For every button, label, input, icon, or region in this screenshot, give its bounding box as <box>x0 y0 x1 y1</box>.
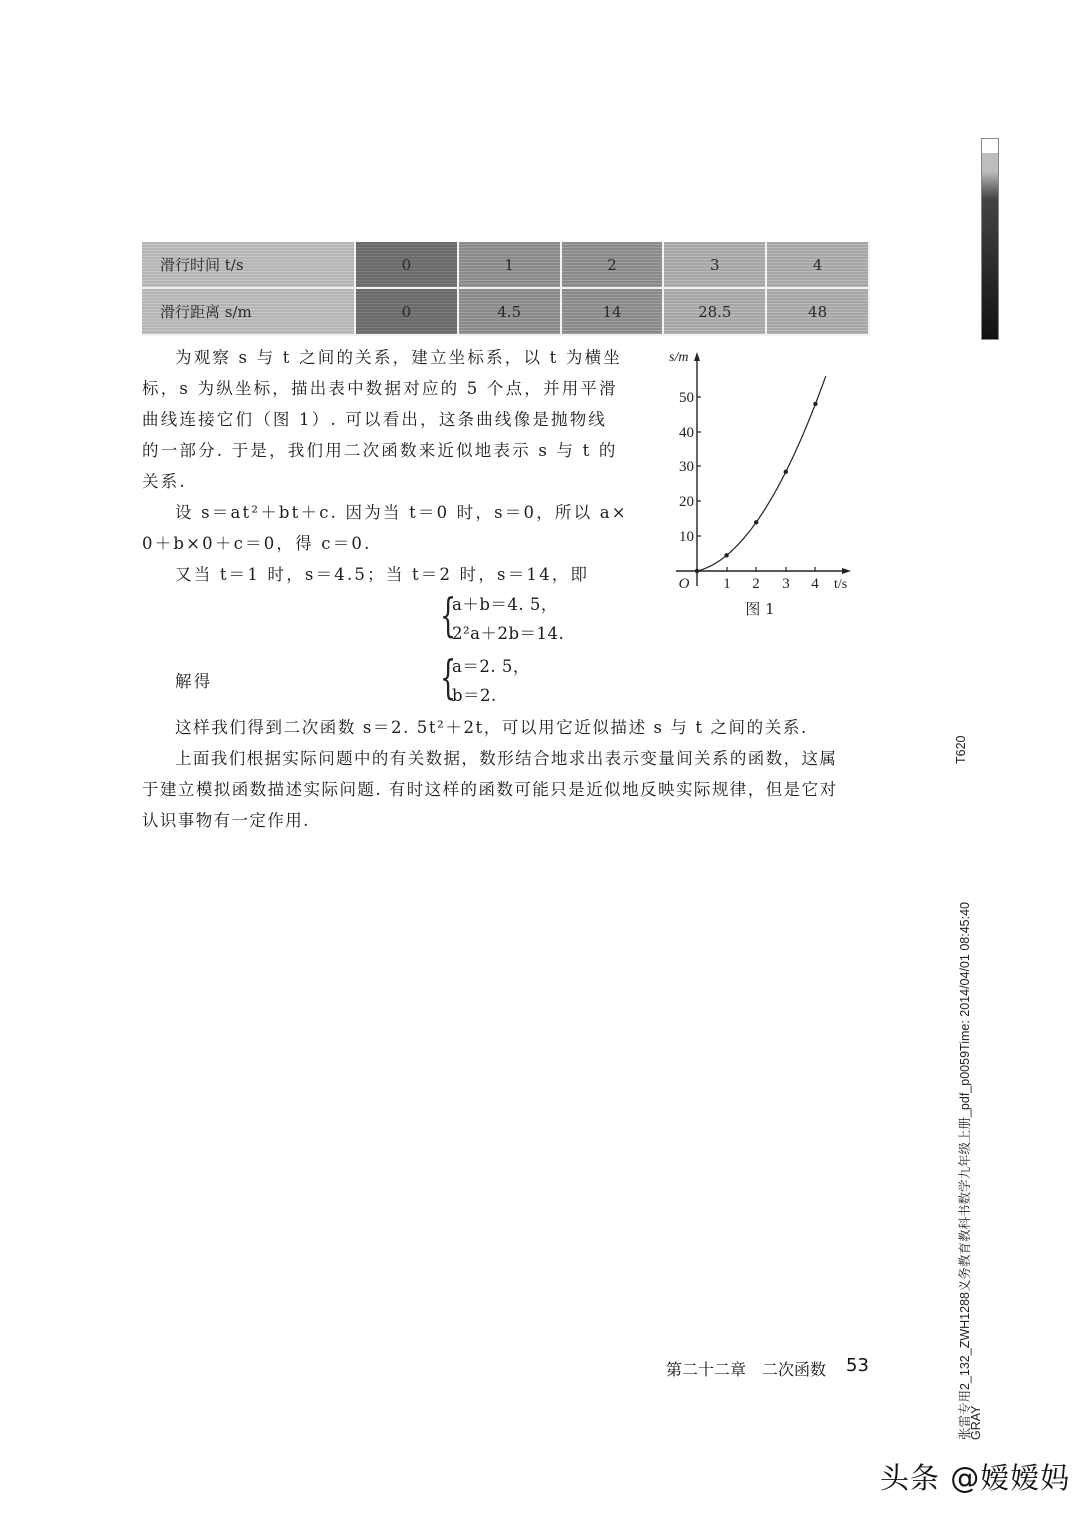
cell-time-1: 1 <box>458 242 561 288</box>
parabola-curve <box>697 376 826 571</box>
svg-text:30: 30 <box>679 459 694 475</box>
data-point <box>695 569 699 573</box>
row-label-time: 滑行时间 t/s <box>142 242 355 288</box>
svg-text:2: 2 <box>752 576 760 592</box>
system1-eq2: 2²a＋2b＝14. <box>452 624 565 643</box>
solve-label: 解得 <box>175 672 213 691</box>
brace-left-2: { <box>440 650 457 704</box>
svg-text:10: 10 <box>679 529 694 545</box>
para1-line2: 标，s 为纵坐标，描出表中数据对应的 5 个点，并用平滑 <box>142 379 618 398</box>
para5-line3: 认识事物有一定作用. <box>142 811 310 830</box>
data-points <box>695 402 818 573</box>
svg-text:20: 20 <box>679 494 694 510</box>
para5-line1: 上面我们根据实际问题中的有关数据，数形结合地求出表示变量间关系的函数，这属 <box>175 749 838 768</box>
side-file-info: 张雷专用2_132_ZWH1288义务教育教科书数学九年级上册_pdf_p0059Time: 2014/04/01 08:45:40 <box>958 902 972 1440</box>
para5-line2: 于建立模拟函数描述实际问题. 有时这样的函数可能只是近似地反映实际规律，但是它对 <box>142 780 838 799</box>
table-row-time <box>142 242 869 288</box>
para2-line1: 设 s＝at²＋bt＋c. 因为当 t＝0 时，s＝0，所以 a× <box>175 503 628 522</box>
para2-line2: 0＋b×0＋c＝0，得 c＝0. <box>142 534 372 553</box>
svg-text:40: 40 <box>679 425 694 441</box>
para1-line3: 曲线连接它们（图 1）. 可以看出，这条曲线像是抛物线 <box>142 410 608 429</box>
brace-left-1: { <box>440 588 457 642</box>
system2-eq1: a＝2. 5， <box>452 657 530 676</box>
page-number: 53 <box>846 1355 869 1376</box>
cell-dist-4: 48 <box>766 288 869 335</box>
para4-line: 这样我们得到二次函数 s＝2. 5t²＋2t，可以用它近似描述 s 与 t 之间的关系. <box>175 718 808 737</box>
para1-line4: 的一部分. 于是，我们用二次函数来近似地表示 s 与 t 的 <box>142 441 618 460</box>
svg-text:O: O <box>678 576 690 592</box>
figure-1-chart <box>660 340 870 630</box>
cell-time-0: 0 <box>355 242 458 288</box>
svg-text:t/s: t/s <box>834 577 848 592</box>
svg-text:1: 1 <box>723 576 731 592</box>
y-axis <box>669 350 701 586</box>
cell-dist-1: 4.5 <box>458 288 561 335</box>
y-axis-arrow-icon <box>694 352 700 361</box>
svg-text:50: 50 <box>679 390 694 406</box>
para1-line1: 为观察 s 与 t 之间的关系，建立坐标系，以 t 为横坐 <box>175 348 622 367</box>
system1-eq1: a＋b＝4. 5， <box>452 595 558 614</box>
x-axis-arrow-icon <box>842 568 851 574</box>
cell-dist-0: 0 <box>355 288 458 335</box>
data-point <box>754 520 758 524</box>
svg-text:s/m: s/m <box>669 350 689 365</box>
data-point <box>724 553 728 557</box>
data-point <box>784 470 788 474</box>
cell-time-4: 4 <box>766 242 869 288</box>
x-axis <box>676 567 851 592</box>
table-row-distance <box>142 288 869 335</box>
cell-time-2: 2 <box>561 242 664 288</box>
svg-text:图 1: 图 1 <box>745 600 775 618</box>
chapter-title: 第二十二章 二次函数 <box>666 1360 827 1379</box>
cell-dist-2: 14 <box>561 288 664 335</box>
cell-time-3: 3 <box>663 242 766 288</box>
system2-eq2: b＝2. <box>452 686 497 705</box>
svg-text:3: 3 <box>782 576 790 592</box>
para1-line5: 关系. <box>142 472 187 491</box>
watermark: 头条 @嫒嫒妈 <box>880 1461 1071 1495</box>
row-label-distance: 滑行距离 s/m <box>142 288 355 335</box>
data-point <box>813 402 817 406</box>
para3-line: 又当 t＝1 时，s＝4.5；当 t＝2 时，s＝14，即 <box>175 565 590 584</box>
side-code: T620 <box>954 735 968 764</box>
side-gray-label: GRAY <box>969 1405 983 1440</box>
cell-dist-3: 28.5 <box>663 288 766 335</box>
svg-text:4: 4 <box>811 576 819 592</box>
data-table <box>142 242 870 336</box>
grayscale-calibration-bar <box>981 138 999 340</box>
